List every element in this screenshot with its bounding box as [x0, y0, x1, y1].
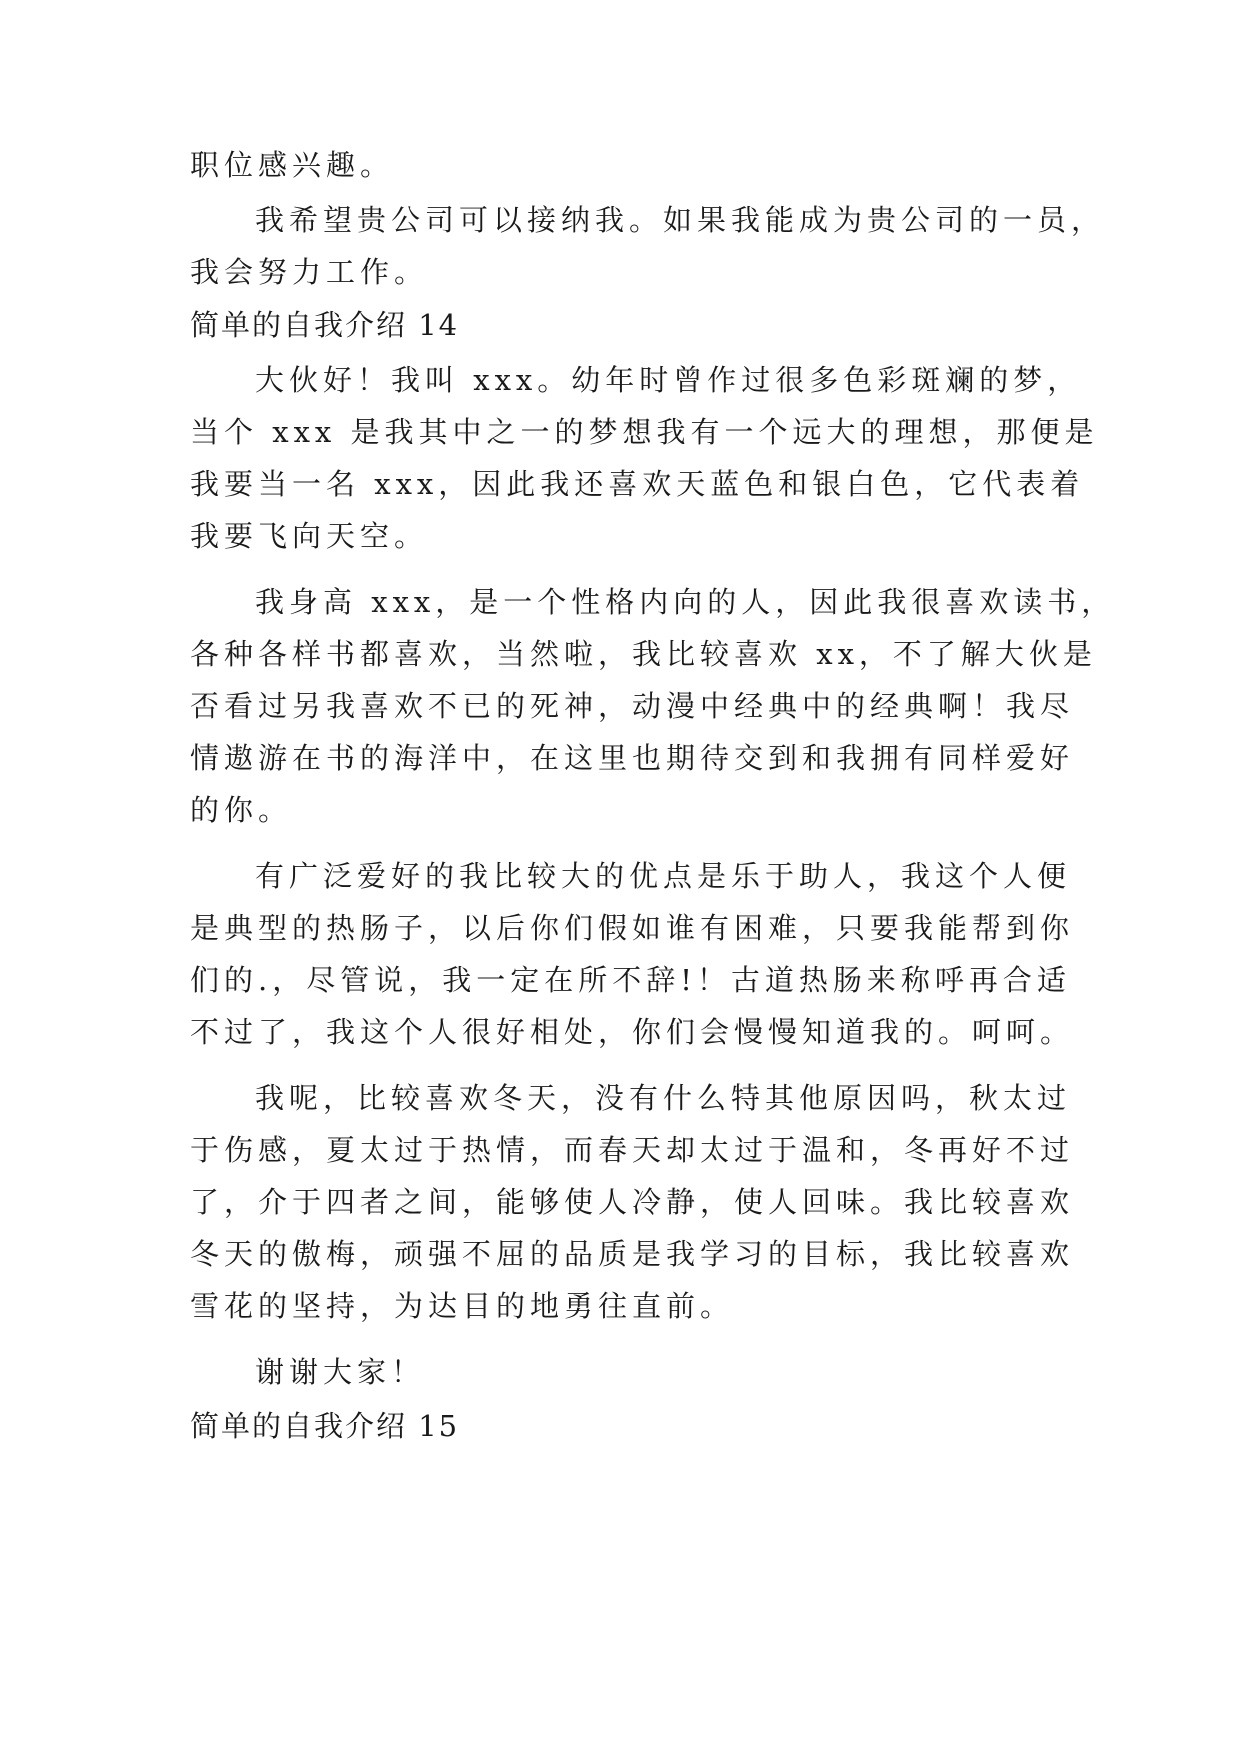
section-heading: 简单的自我介绍 14 [190, 308, 460, 342]
paragraph-line: 大伙好！我叫 xxx。幼年时曾作过很多色彩斑斓的梦， [255, 363, 1082, 397]
paragraph-line: 有广泛爱好的我比较大的优点是乐于助人，我这个人便 [255, 859, 1072, 893]
paragraph-line: 了，介于四者之间，能够使人冷静，使人回味。我比较喜欢 [190, 1185, 1075, 1219]
paragraph-line: 是典型的热肠子，以后你们假如谁有困难，只要我能帮到你 [190, 911, 1075, 945]
paragraph-line: 当个 xxx 是我其中之一的梦想我有一个远大的理想，那便是 [190, 415, 1099, 449]
paragraph-line: 谢谢大家！ [255, 1355, 426, 1389]
paragraph-line: 我要飞向天空。 [190, 519, 429, 553]
paragraph-line: 我身高 xxx，是一个性格内向的人，因此我很喜欢读书， [255, 585, 1116, 619]
paragraph-line: 的你。 [190, 793, 293, 827]
paragraph-line: 雪花的坚持，为达目的地勇往直前。 [190, 1289, 735, 1323]
paragraph-line: 各种各样书都喜欢，当然啦，我比较喜欢 xx，不了解大伙是 [190, 637, 1097, 671]
paragraph-line: 冬天的傲梅，顽强不屈的品质是我学习的目标，我比较喜欢 [190, 1237, 1075, 1271]
paragraph-line: 于伤感，夏太过于热情，而春天却太过于温和，冬再好不过 [190, 1133, 1075, 1167]
paragraph-line: 我会努力工作。 [190, 255, 429, 289]
paragraph-line: 我要当一名 xxx，因此我还喜欢天蓝色和银白色，它代表着 [190, 467, 1085, 501]
paragraph-line: 否看过另我喜欢不已的死神，动漫中经典中的经典啊！我尽 [190, 689, 1075, 723]
section-heading: 简单的自我介绍 15 [190, 1409, 460, 1443]
paragraph-line: 们的.，尽管说，我一定在所不辞!！古道热肠来称呼再合适 [190, 963, 1071, 997]
paragraph-line: 我呢，比较喜欢冬天，没有什么特其他原因吗，秋太过 [255, 1081, 1072, 1115]
paragraph-line: 情遨游在书的海洋中，在这里也期待交到和我拥有同样爱好 [190, 741, 1075, 775]
paragraph-line: 不过了，我这个人很好相处，你们会慢慢知道我的。呵呵。 [190, 1015, 1075, 1049]
paragraph-line: 我希望贵公司可以接纳我。如果我能成为贵公司的一员， [255, 203, 1106, 237]
paragraph-line: 职位感兴趣。 [190, 148, 395, 182]
